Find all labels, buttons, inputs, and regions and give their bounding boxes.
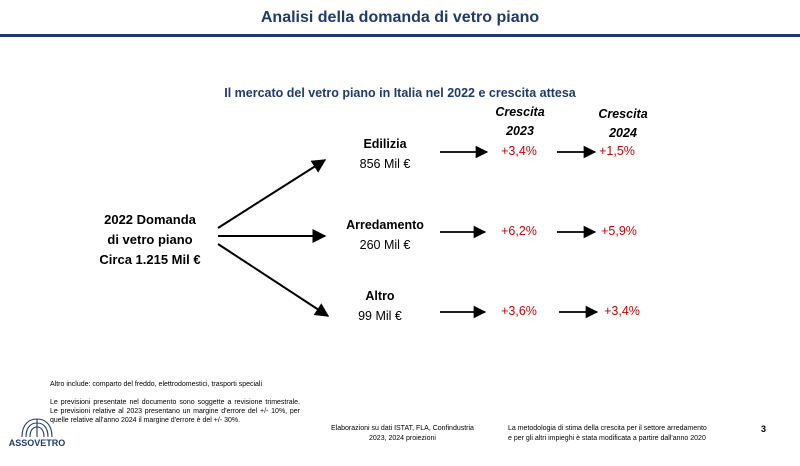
footnote-altro: Altro include: comparto del freddo, elettrodomestici, trasporti speciali xyxy=(50,381,263,388)
root-node-line3: Circa 1.215 Mil € xyxy=(99,252,201,267)
segment-edilizia-value: 856 Mil € xyxy=(359,157,411,171)
segment-arredamento-value: 260 Mil € xyxy=(359,238,411,252)
page-title: Analisi della domanda di vetro piano xyxy=(260,9,540,26)
column-header-2024-line2: 2024 xyxy=(609,126,637,140)
footnote-previsioni: Le previsioni presentate nel documento sono soggette a revisione trimestrale. Le previsioni relative al 2023 presentano un margine d'errore del +/- 10%, per quelle relative all'anno 2024 il margine d'errore è del +/- 30%. xyxy=(50,399,300,424)
segment-altro xyxy=(330,286,430,326)
logo-text: ASSOVETRO xyxy=(8,438,66,448)
segment-altro-value: 99 Mil € xyxy=(358,309,402,323)
segment-arredamento-name: Arredamento xyxy=(346,218,424,232)
growth-arredamento-2023: +6,2% xyxy=(501,224,537,238)
segment-arredamento xyxy=(325,215,445,255)
page-number: 3 xyxy=(761,424,767,434)
source-note xyxy=(310,424,495,444)
root-node-line1: 2022 Domanda xyxy=(104,212,196,227)
diagram-subtitle: Il mercato del vetro piano in Italia nel 2022 e crescita attesa xyxy=(224,86,576,100)
segment-edilizia xyxy=(330,134,440,174)
branch-arrow-altro xyxy=(218,244,328,316)
branch-arrow-edilizia xyxy=(218,160,325,228)
segment-edilizia-name: Edilizia xyxy=(363,137,407,151)
column-header-2023-line1: Crescita xyxy=(495,105,545,119)
segment-altro-name: Altro xyxy=(365,289,395,303)
growth-arredamento-2024: +5,9% xyxy=(601,224,637,238)
source-note-line1: Elaborazioni su dati ISTAT, FLA, Confindustria xyxy=(331,425,474,432)
growth-altro-2024: +3,4% xyxy=(604,304,640,318)
column-header-2024-line1: Crescita xyxy=(598,107,648,121)
methodology-note-line2: e per gli altri impieghi è stata modificata a partire dall'anno 2020 xyxy=(508,435,706,442)
growth-edilizia-2023: +3,4% xyxy=(501,144,537,158)
root-node-line2: di vetro piano xyxy=(107,232,193,247)
methodology-note xyxy=(508,424,753,444)
growth-edilizia-2024: +1,5% xyxy=(599,144,635,158)
methodology-note-line1: La metodologia di stima della crescita per il settore arredamento xyxy=(508,425,707,432)
source-note-line2: 2023, 2024 proiezioni xyxy=(369,435,436,442)
growth-altro-2023: +3,6% xyxy=(501,304,537,318)
column-header-2023-line2: 2023 xyxy=(506,124,534,138)
